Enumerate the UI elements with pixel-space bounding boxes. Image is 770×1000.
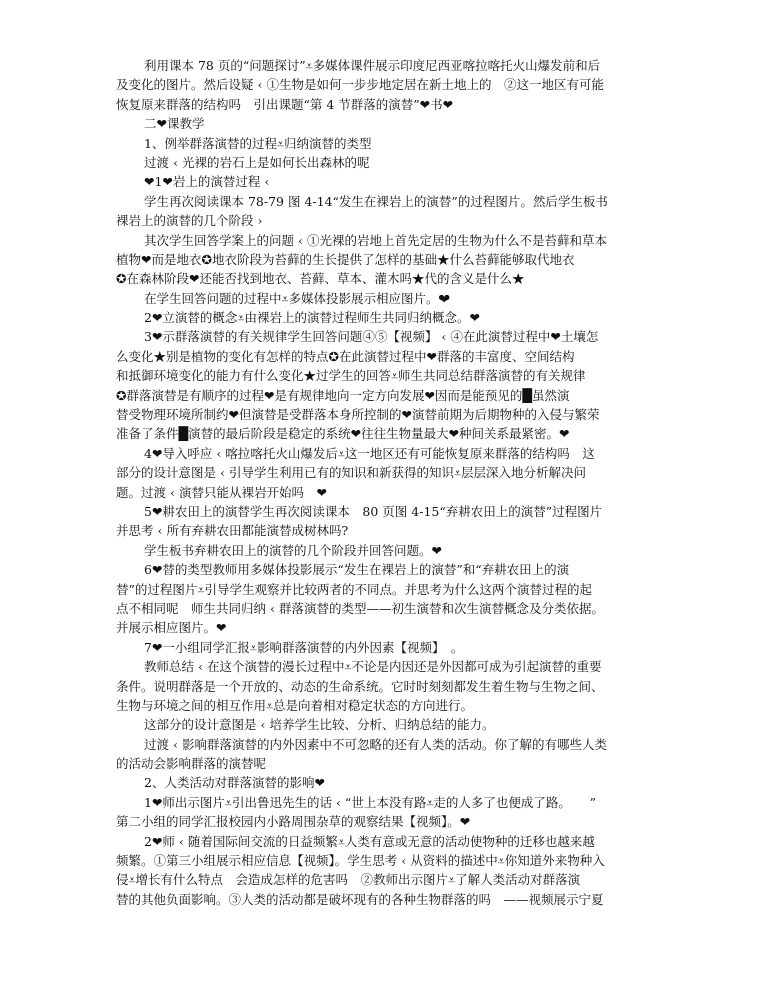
text-line: 条件。说明群落是一个开放的、动态的生命系统。它时时刻刻都发生着生物与生物之间、 xyxy=(116,678,604,694)
text-line: 其次学生回答学案上的问题 ‹ ①光裸的岩地上首先定居的生物为什么不是苔藓和草本 xyxy=(144,232,607,248)
text-line: 教师总结 ‹ 在这个演替的漫长过程中⩡不论是内因还是外因都可成为引起演替的重要 xyxy=(144,659,602,675)
text-line: 1、例举群落演替的过程⩡归纳演替的类型 xyxy=(144,135,372,151)
text-line: 和抵御环境变化的能力有什么变化★过学生的回答⩡师生共同总结群落演替的有关规律 xyxy=(116,368,586,384)
text-line: 并思考 ‹ 所有弃耕农田都能演替成树林吗? xyxy=(116,523,349,539)
text-line: 2、人类活动对群落演替的影响❤ xyxy=(144,775,325,791)
text-line: 6❤替的类型教师用多媒体投影展示“发生在裸岩上的演替”和“弃耕农田上的演 xyxy=(144,562,570,578)
text-line: 2❤师 ‹ 随着国际间交流的日益频繁⩡人类有意或无意的活动使物种的迁移也越来越 xyxy=(144,833,595,849)
text-line: 第二小组的同学汇报校园内小路周围杂草的观察结果【视频】。❤ xyxy=(116,814,471,830)
text-line: 7❤一小组同学汇报⩡影响群落演替的内外因素【视频】 。 xyxy=(144,639,464,655)
text-line: 过渡 ‹ 影响群落演替的内外因素中不可忽略的还有人类的活动。你了解的有哪些人类 xyxy=(144,736,607,752)
text-line: 学生板书弃耕农田上的演替的几个阶段并回答问题。❤ xyxy=(144,542,442,558)
text-line: 替”的过程图片⩡引导学生观察并比较两者的不同点。并思考为什么这两个演替过程的起 xyxy=(116,581,592,597)
text-line: 的活动会影响群落的演替呢 xyxy=(116,756,267,772)
text-line: 利用课本 78 页的“问题探讨”⩡多媒体课件展示印度尼西亚喀拉喀托火山爆发前和后 xyxy=(144,58,601,73)
text-line: 恢复原来群落的结构吗 引出课题“第 4 节群落的演替”❤书❤ xyxy=(116,96,454,112)
text-line: 并展示相应图片。❤ xyxy=(116,620,227,636)
text-line: ❤1❤岩上的演替过程 ‹ xyxy=(144,174,270,190)
text-line: ✪在森林阶段❤还能否找到地衣、苔藓、草本、灌木吗★代的含义是什么★ xyxy=(116,271,525,287)
text-line: 替受物理环境所制约❤但演替是受群落本身所控制的❤演替前期为后期物种的入侵与繁荣 xyxy=(116,407,600,423)
text-line: 侵⩡增长有什么特点 会造成怎样的危害吗 ②教师出示图片⩡了解人类活动对群落演 xyxy=(116,872,581,888)
text-line: 部分的设计意图是 ‹ 引导学生利用已有的知识和新获得的知识⩡层层深入地分析解决问 xyxy=(116,465,586,481)
text-line: 生物与环境之间的相互作用⩡总是向着相对稳定状态的方向进行。 xyxy=(116,697,474,713)
text-line: 么变化★别是植物的变化有怎样的特点✪在此演替过程中❤群落的丰富度、空间结构 xyxy=(116,348,575,364)
text-line: 这部分的设计意图是 ‹ 培养学生比较、分析、归纳总结的能力。 xyxy=(144,717,495,733)
text-line: 题。过渡 ‹ 演替只能从裸岩开始吗 ❤ xyxy=(116,484,327,500)
text-line: 5❤耕农田上的演替学生再次阅读课本 80 页图 4-15“弃耕农田上的演替”过程图片 xyxy=(144,503,603,519)
text-line: 植物❤而是地衣✪地衣阶段为苔藓的生长提供了怎样的基础★什么苔藓能够取代地衣 xyxy=(116,251,575,267)
document-body xyxy=(116,56,656,909)
text-line: 2❤立演替的概念⩡由裸岩上的演替过程师生共同归纳概念。❤ xyxy=(144,310,480,326)
text-line: 及变化的图片。然后设疑 ‹ ①生物是如何一步步地定居在新土地上的 ②这一地区有可能 xyxy=(116,77,604,93)
text-line: 3❤示群落演替的有关规律学生回答问题④⑤【视频】 ‹ ④在此演替过程中❤土壤怎 xyxy=(144,329,599,345)
text-line: 二❤课教学 xyxy=(144,116,205,132)
text-line: 准备了条件█演替的最后阶段是稳定的系统❤往往生物量最大❤种间关系最紧密。❤ xyxy=(116,426,570,442)
text-line: 4❤导入呼应 ‹ 喀拉喀托火山爆发后⩡这一地区还有可能恢复原来群落的结构吗 这 xyxy=(144,445,595,461)
text-line: 在学生回答问题的过程中⩡多媒体投影展示相应图片。❤ xyxy=(144,290,450,306)
text-line: 学生再次阅读课本 78-79 图 4-14“发生在裸岩上的演替”的过程图片。然后学生板书 xyxy=(144,193,608,209)
text-line: 裸岩上的演替的几个阶段 › xyxy=(116,213,263,229)
text-line: ✪群落演替是有顺序的过程❤是有规律地向一定方向发展❤因而是能预见的█虽然演 xyxy=(116,387,570,403)
text-line: 点不相同呢 师生共同归纳 ‹ 群落演替的类型——初生演替和次生演替概念及分类依据。 xyxy=(116,600,604,616)
text-line: 频繁。①第三小组展示相应信息【视频】。学生思考 ‹ 从资料的描述中⩡你知道外来物种入 xyxy=(116,853,605,869)
text-line: 过渡 ‹ 光裸的岩石上是如何长出森林的呢 xyxy=(144,154,370,170)
text-line: 替的其他负面影响。③人类的活动都是破坏现有的各种生物群落的吗 ——视频展示宁夏 xyxy=(116,891,604,907)
text-line: 1❤师出示图片⩡引出鲁迅先生的话 ‹ “世上本没有路⩡走的人多了也便成了路。 ” xyxy=(144,794,597,810)
